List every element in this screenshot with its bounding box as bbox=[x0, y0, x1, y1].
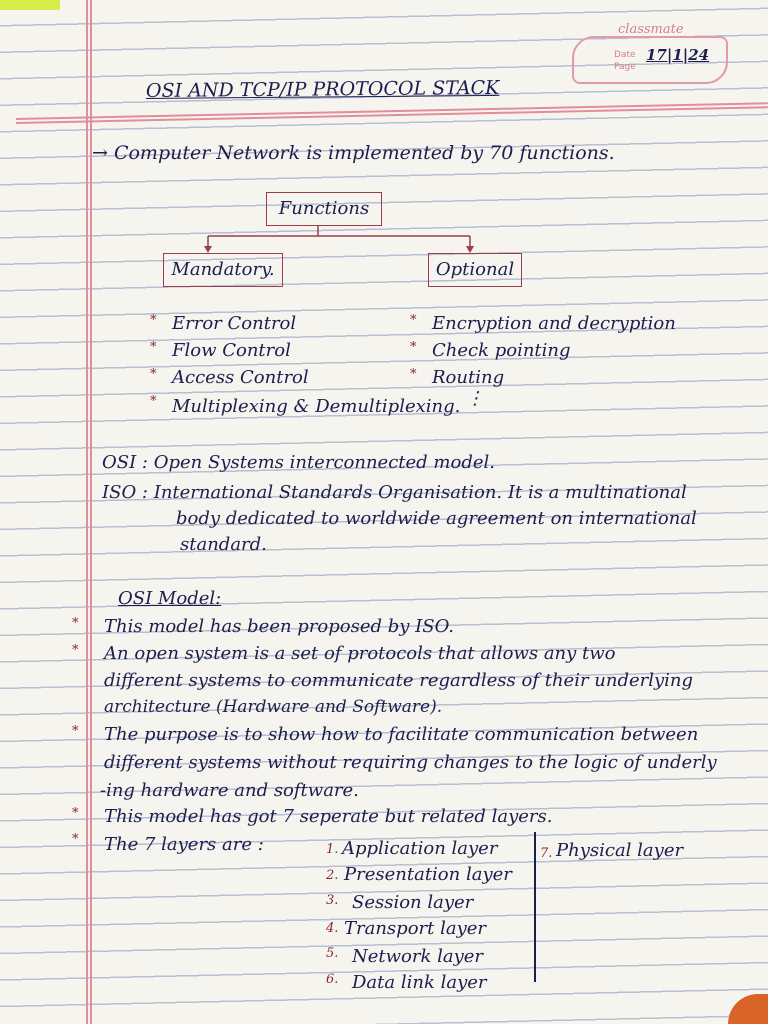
layer-name: Session layer bbox=[352, 892, 474, 913]
iso-definition: ISO : International Standards Organisation. It is a multinational bbox=[102, 482, 687, 503]
functions-box: Functions bbox=[266, 192, 382, 226]
layer-number: 6. bbox=[326, 972, 339, 987]
optional-item: Check pointing bbox=[432, 340, 571, 361]
osi-model-line: architecture (Hardware and Software). bbox=[104, 697, 443, 717]
layer-name: Transport layer bbox=[344, 918, 487, 939]
mandatory-item: Flow Control bbox=[172, 340, 291, 361]
mandatory-item: Error Control bbox=[172, 313, 297, 334]
iso-definition: standard. bbox=[180, 534, 267, 555]
osi-model-line: An open system is a set of protocols that allows any two bbox=[104, 643, 616, 664]
optional-box: Optional bbox=[428, 253, 522, 287]
layer-name: Data link layer bbox=[352, 972, 487, 993]
layer-name: Application layer bbox=[342, 838, 498, 859]
osi-model-line: This model has got 7 seperate but related layers. bbox=[104, 806, 553, 827]
osi-model-line: The 7 layers are : bbox=[104, 834, 264, 855]
optional-item: ⋮ bbox=[466, 388, 484, 409]
osi-model-line: -ing hardware and software. bbox=[100, 780, 359, 801]
osi-model-heading: OSI Model: bbox=[118, 588, 222, 609]
functions-diagram bbox=[0, 0, 768, 300]
layer-number: 1. bbox=[326, 842, 339, 857]
layer-number: 7. bbox=[540, 846, 553, 861]
column-divider bbox=[534, 832, 536, 982]
mandatory-item: Multiplexing & Demultiplexing. bbox=[172, 396, 461, 417]
layer-number: 4. bbox=[326, 921, 339, 936]
layer-name: Network layer bbox=[352, 946, 484, 967]
page-title: OSI AND TCP/IP PROTOCOL STACK bbox=[145, 76, 500, 102]
osi-definition: OSI : Open Systems interconnected model. bbox=[102, 452, 495, 473]
layer-number: 3. bbox=[326, 893, 339, 908]
background-corner bbox=[728, 994, 768, 1024]
osi-model-line: different systems to communicate regardless of their underlying bbox=[104, 670, 694, 691]
layer-number: 2. bbox=[326, 868, 339, 883]
notebook-brand: classmate bbox=[618, 22, 684, 37]
optional-item: Routing bbox=[432, 367, 505, 388]
layer-number: 5. bbox=[326, 946, 339, 961]
layer-name: Physical layer bbox=[556, 840, 684, 861]
layer-name: Presentation layer bbox=[344, 864, 512, 885]
date-label: Date bbox=[614, 50, 636, 60]
osi-model-line: different systems without requiring changes to the logic of underly bbox=[104, 752, 717, 773]
mandatory-item: Access Control bbox=[172, 367, 309, 388]
date-value: 17|1|24 bbox=[646, 46, 710, 64]
optional-item: Encryption and decryption bbox=[432, 313, 676, 334]
page-label: Page bbox=[614, 62, 636, 72]
notebook-page: classmate Date Page 17|1|24 OSI AND TCP/IP PROTOCOL STACK → Computer Network is implemented by 70 functions. Functions Mandatory. Optional * Error Control * Flow Control * Access Control * Multiplexing & Demultiplexing. * Encryption and decryption * Check pointing * Routing ⋮ OSI : Open Systems interconnected model. ISO : International Standards Organisation. It is a multinational body dedicated to worldwide agreement on international standard. OSI Model: * This model has been proposed by ISO. * An open system is a set of protocols that allows any two different systems to communicate regardless of their underlying architecture (Hardware and Software). * The purpose is to show how to facilitate communication between different systems without requiring changes to the logic of underly -ing hardware and software. * This model has got 7 seperate but related layers. * The 7 layers are : 1. Application layer 2. Presentation layer 3. Session layer 4. Transport layer 5. Network layer 6. Data link layer 7. Physical layer bbox=[0, 0, 768, 1024]
osi-model-line: The purpose is to show how to facilitate communication between bbox=[104, 724, 699, 745]
iso-definition: body dedicated to worldwide agreement on international bbox=[176, 508, 697, 529]
osi-model-line: This model has been proposed by ISO. bbox=[104, 616, 455, 637]
intro-text: → Computer Network is implemented by 70 functions. bbox=[92, 142, 615, 164]
mandatory-box: Mandatory. bbox=[163, 253, 283, 287]
